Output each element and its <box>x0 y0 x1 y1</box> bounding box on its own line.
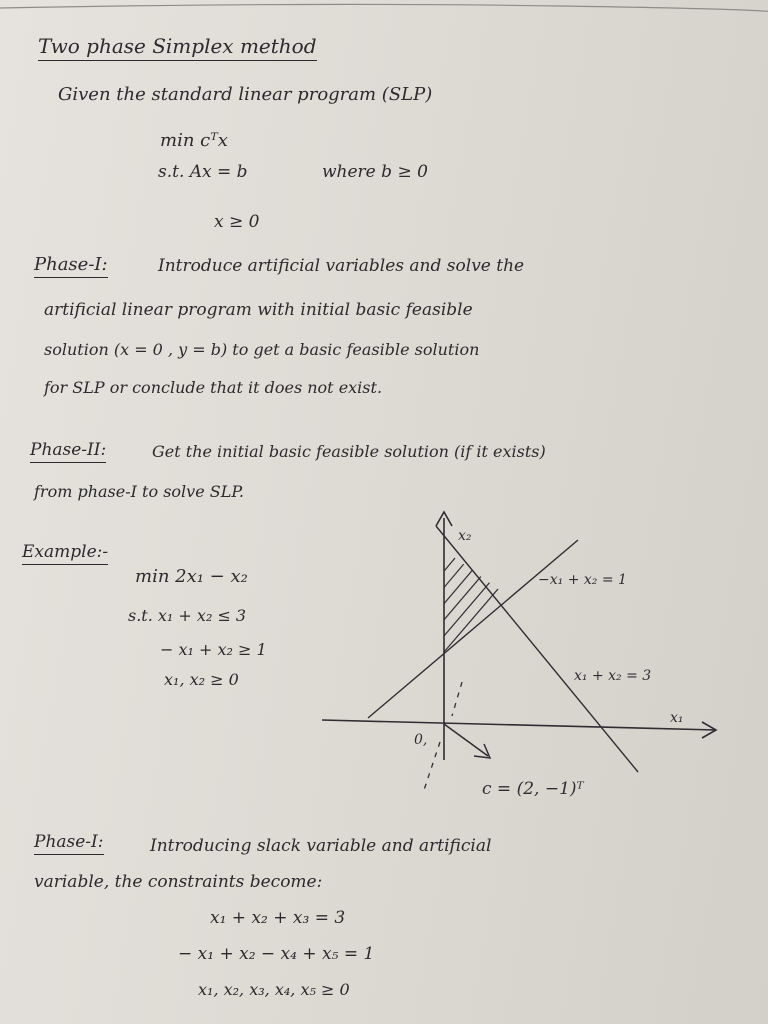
phase1-line2: artificial linear program with initial basic feasible <box>44 300 473 320</box>
phase1-line3: solution (x = 0 , y = b) to get a basic feasible solution <box>44 340 480 359</box>
phase1-example-label: Phase-I: <box>34 832 104 855</box>
page-title: Two phase Simplex method <box>38 34 317 61</box>
line-b-label: x₁ + x₂ = 3 <box>574 668 652 684</box>
slp-constraint: s.t. Ax = b <box>158 162 248 182</box>
constraint-line-a <box>368 540 578 718</box>
slp-nonneg: x ≥ 0 <box>214 212 260 232</box>
phase1-example-eq2: − x₁ + x₂ − x₄ + x₅ = 1 <box>178 944 375 964</box>
origin-label: 0, <box>414 732 428 748</box>
phase1-line4: for SLP or conclude that it does not exist. <box>44 378 383 397</box>
phase2-label: Phase-II: <box>30 440 106 463</box>
y-axis-label: x₂ <box>458 528 472 544</box>
example-label: Example:- <box>22 542 108 565</box>
x-axis-label: x₁ <box>670 710 684 726</box>
phase1-example-line1: Introducing slack variable and artificial <box>150 836 492 856</box>
constraint-line-b <box>436 526 638 772</box>
phase1-example-line2: variable, the constraints become: <box>34 872 323 892</box>
slp-objective: min cᵀx <box>160 130 228 151</box>
phase1-example-eq1: x₁ + x₂ + x₃ = 3 <box>210 908 346 928</box>
cost-vector-label: c = (2, −1)ᵀ <box>482 779 584 799</box>
example-nonneg: x₁, x₂ ≥ 0 <box>164 670 239 689</box>
example-constraint-1: s.t. x₁ + x₂ ≤ 3 <box>128 606 247 625</box>
intro-text: Given the standard linear program (SLP) <box>58 84 433 105</box>
phase2-line2: from phase-I to solve SLP. <box>34 482 244 501</box>
cost-vector <box>444 724 488 756</box>
example-objective: min 2x₁ − x₂ <box>135 566 248 587</box>
example-constraint-2: − x₁ + x₂ ≥ 1 <box>160 640 267 659</box>
dashed-level-line <box>452 682 462 716</box>
phase1-label: Phase-I: <box>34 254 108 278</box>
x-axis <box>322 720 716 730</box>
slp-condition: where b ≥ 0 <box>322 162 428 182</box>
dashed-level-line-lower <box>424 742 440 790</box>
phase1-line1: Introduce artificial variables and solve the <box>158 256 525 276</box>
phase2-line1: Get the initial basic feasible solution (if it exists) <box>152 442 546 461</box>
phase1-example-nonneg: x₁, x₂, x₃, x₄, x₅ ≥ 0 <box>198 980 350 999</box>
line-a-label: −x₁ + x₂ = 1 <box>538 572 627 588</box>
